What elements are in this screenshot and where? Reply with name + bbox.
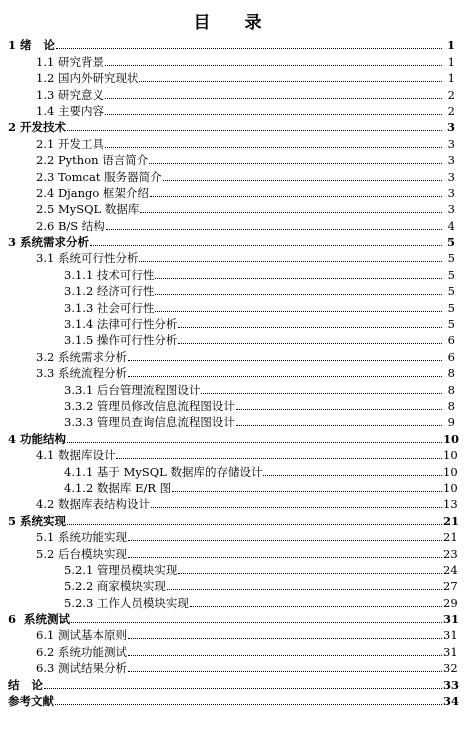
toc-entry-page-number: 4 xyxy=(447,218,455,233)
toc-entry-label: 2.1 开发工具 xyxy=(36,136,104,151)
toc-entry-label: 4.2 数据库表结构设计 xyxy=(36,497,150,512)
toc-entry-label: 2.5 MySQL 数据库 xyxy=(36,202,140,217)
toc-entry-label: 4 功能结构 xyxy=(8,431,67,446)
toc-entry[interactable] xyxy=(0,315,469,331)
toc-entry-label: 5.2.1 管理员模块实现 xyxy=(64,562,178,577)
toc-entry-label: 3.3.3 管理员查询信息流程图设计 xyxy=(64,415,235,430)
dot-leader xyxy=(56,48,442,49)
toc-entry-page-number: 34 xyxy=(443,694,460,709)
toc-entry[interactable] xyxy=(0,479,469,495)
toc-entry[interactable] xyxy=(0,511,469,527)
toc-entry-page-number: 10 xyxy=(443,431,460,446)
toc-entry[interactable] xyxy=(0,265,469,281)
toc-entry-label: 4.1 数据库设计 xyxy=(36,448,116,463)
toc-entry-page-number: 29 xyxy=(443,595,458,610)
toc-entry[interactable] xyxy=(0,282,469,298)
dot-leader xyxy=(128,360,442,361)
toc-entry[interactable] xyxy=(0,397,469,413)
toc-entry[interactable] xyxy=(0,610,469,626)
toc-entry-label: 5.2.3 工作人员模块实现 xyxy=(64,595,189,610)
toc-entry[interactable] xyxy=(0,36,469,52)
dot-leader xyxy=(149,163,442,164)
toc-entry-page-number: 23 xyxy=(443,546,458,561)
toc-entry-page-number: 5 xyxy=(447,284,455,299)
toc-entry[interactable] xyxy=(0,528,469,544)
dot-leader xyxy=(128,655,442,656)
dot-leader xyxy=(236,409,442,410)
toc-entry[interactable] xyxy=(0,544,469,560)
toc-entry[interactable] xyxy=(0,118,469,134)
toc-entry-label: 5.2 后台模块实现 xyxy=(36,546,127,561)
toc-entry-page-number: 32 xyxy=(443,661,458,676)
toc-entry-label: 3.1.1 技术可行性 xyxy=(64,267,155,282)
dot-leader xyxy=(44,688,442,689)
toc-entry-label: 3.2 系统需求分析 xyxy=(36,349,127,364)
toc-entry-label: 3.1.3 社会可行性 xyxy=(64,300,155,315)
toc-entry-page-number: 2 xyxy=(447,103,455,118)
dot-leader xyxy=(139,261,442,262)
toc-entry-label: 3.1 系统可行性分析 xyxy=(36,251,139,266)
toc-entry-page-number: 3 xyxy=(447,202,455,217)
toc-entry-label: 1.3 研究意义 xyxy=(36,87,104,102)
dot-leader xyxy=(90,245,442,246)
dot-leader xyxy=(67,442,442,443)
dot-leader xyxy=(163,180,442,181)
toc-entry-page-number: 10 xyxy=(443,464,458,479)
toc-entry-label: 2.2 Python 语言简介 xyxy=(36,153,149,168)
toc-entry[interactable] xyxy=(0,675,469,691)
toc-entry-page-number: 1 xyxy=(446,38,455,53)
dot-leader xyxy=(67,130,442,131)
toc-entry-label: 2.4 Django 框架介绍 xyxy=(36,185,149,200)
dot-leader xyxy=(105,98,442,99)
toc-entry[interactable] xyxy=(0,216,469,232)
toc-entry-label: 结 论 xyxy=(8,677,44,692)
toc-entry-label: 5.2.2 商家模块实现 xyxy=(64,579,166,594)
toc-entry-label: 2 开发技术 xyxy=(8,120,67,135)
toc-entry-label: 3.1.5 操作可行性分析 xyxy=(64,333,178,348)
toc-entry-page-number: 21 xyxy=(443,513,460,528)
toc-entry[interactable] xyxy=(0,626,469,642)
toc-entry-label: 5.1 系统功能实现 xyxy=(36,530,127,545)
dot-leader xyxy=(167,589,442,590)
toc-entry-page-number: 3 xyxy=(447,185,455,200)
dot-leader xyxy=(151,507,442,508)
toc-entry[interactable] xyxy=(0,85,469,101)
toc-entry[interactable] xyxy=(0,233,469,249)
toc-entry[interactable] xyxy=(0,495,469,511)
toc-entry[interactable] xyxy=(0,380,469,396)
toc-entry-page-number: 8 xyxy=(447,382,455,397)
toc-entry-page-number: 3 xyxy=(447,153,455,168)
toc-entry-label: 1 绪 论 xyxy=(8,38,56,53)
toc-entry-label: 3 系统需求分析 xyxy=(8,235,90,250)
toc-entry-page-number: 3 xyxy=(446,120,455,135)
toc-entry-page-number: 6 xyxy=(447,349,455,364)
toc-entry-label: 4.1.2 数据库 E/R 图 xyxy=(64,480,172,495)
toc-entry-label: 5 系统实现 xyxy=(8,513,67,528)
toc-entry-label: 3.3 系统流程分析 xyxy=(36,366,127,381)
toc-entry-page-number: 33 xyxy=(443,677,460,692)
toc-entry[interactable] xyxy=(0,659,469,675)
toc-entry-label: 2.3 Tomcat 服务器简介 xyxy=(36,169,162,184)
toc-entry[interactable] xyxy=(0,593,469,609)
toc-entry[interactable] xyxy=(0,642,469,658)
toc-entry-label: 1.4 主要内容 xyxy=(36,103,104,118)
toc-entry-page-number: 3 xyxy=(447,136,455,151)
toc-entry-label: 3.3.1 后台管理流程图设计 xyxy=(64,382,201,397)
dot-leader xyxy=(128,376,442,377)
toc-entry[interactable] xyxy=(0,577,469,593)
dot-leader xyxy=(150,196,442,197)
toc-entry-page-number: 10 xyxy=(443,448,458,463)
toc-entry[interactable] xyxy=(0,462,469,478)
toc-entry[interactable] xyxy=(0,429,469,445)
toc-entry[interactable] xyxy=(0,151,469,167)
toc-title: 目 录 xyxy=(193,13,276,33)
dot-leader xyxy=(155,278,442,279)
toc-entry[interactable] xyxy=(0,446,469,462)
toc-entry-page-number: 9 xyxy=(447,415,455,430)
dot-leader xyxy=(139,81,442,82)
dot-leader xyxy=(178,343,442,344)
dot-leader xyxy=(201,393,442,394)
toc-entry-label: 参考文献 xyxy=(8,694,54,709)
dot-leader xyxy=(105,65,442,66)
toc-entry[interactable] xyxy=(0,561,469,577)
toc-entry[interactable] xyxy=(0,347,469,363)
dot-leader xyxy=(128,557,442,558)
toc-entry-label: 4.1.1 基于 MySQL 数据库的存储设计 xyxy=(64,464,263,479)
toc-entry-label: 1.2 国内外研究现状 xyxy=(36,71,139,86)
dot-leader xyxy=(116,458,442,459)
toc-entry[interactable] xyxy=(0,249,469,265)
toc-entry-label: 6.3 测试结果分析 xyxy=(36,661,127,676)
toc-entry-label: 6.2 系统功能测试 xyxy=(36,644,127,659)
dot-leader xyxy=(67,524,442,525)
toc-entry[interactable] xyxy=(0,200,469,216)
toc-entry-label: 1.1 研究背景 xyxy=(36,54,104,69)
dot-leader xyxy=(178,327,442,328)
toc-entry[interactable] xyxy=(0,52,469,68)
toc-entry-page-number: 8 xyxy=(447,398,455,413)
toc-entry[interactable] xyxy=(0,69,469,85)
dot-leader xyxy=(128,638,442,639)
toc-entry[interactable] xyxy=(0,364,469,380)
toc-entry[interactable] xyxy=(0,331,469,347)
toc-entry-label: 6 系统测试 xyxy=(8,612,71,627)
toc-entry[interactable] xyxy=(0,102,469,118)
toc-entry[interactable] xyxy=(0,298,469,314)
toc-entry-page-number: 6 xyxy=(447,333,455,348)
toc-entry[interactable] xyxy=(0,184,469,200)
toc-entry-page-number: 5 xyxy=(447,251,455,266)
dot-leader xyxy=(105,147,442,148)
dot-leader xyxy=(71,622,442,623)
toc-entry-label: 3.1.4 法律可行性分析 xyxy=(64,317,178,332)
toc-entry-page-number: 31 xyxy=(443,612,460,627)
toc-entry-page-number: 1 xyxy=(447,54,455,69)
dot-leader xyxy=(155,294,442,295)
toc-entry-page-number: 21 xyxy=(443,530,458,545)
toc-entry[interactable] xyxy=(0,167,469,183)
toc-entry[interactable] xyxy=(0,413,469,429)
dot-leader xyxy=(172,491,442,492)
toc-entry[interactable] xyxy=(0,134,469,150)
toc-entry[interactable] xyxy=(0,692,469,708)
dot-leader xyxy=(155,311,442,312)
dot-leader xyxy=(128,540,442,541)
toc-entry-page-number: 8 xyxy=(447,366,455,381)
dot-leader xyxy=(55,704,442,705)
table-of-contents xyxy=(0,36,469,708)
dot-leader xyxy=(236,425,442,426)
toc-entry-label: 2.6 B/S 结构 xyxy=(36,218,105,233)
toc-entry-label: 3.1.2 经济可行性 xyxy=(64,284,155,299)
dot-leader xyxy=(105,114,442,115)
toc-entry-page-number: 10 xyxy=(443,480,458,495)
dot-leader xyxy=(190,606,442,607)
dot-leader xyxy=(178,573,442,574)
toc-entry-label: 3.3.2 管理员修改信息流程图设计 xyxy=(64,398,235,413)
toc-entry-page-number: 27 xyxy=(443,579,458,594)
toc-entry-page-number: 24 xyxy=(443,562,458,577)
dot-leader xyxy=(128,671,442,672)
toc-entry-label: 6.1 测试基本原则 xyxy=(36,628,127,643)
toc-entry-page-number: 13 xyxy=(443,497,458,512)
dot-leader xyxy=(106,229,442,230)
dot-leader xyxy=(263,475,442,476)
dot-leader xyxy=(140,212,442,213)
toc-entry-page-number: 3 xyxy=(447,169,455,184)
toc-entry-page-number: 5 xyxy=(447,267,455,282)
toc-entry-page-number: 1 xyxy=(447,71,455,86)
toc-entry-page-number: 31 xyxy=(443,628,458,643)
toc-entry-page-number: 5 xyxy=(446,235,455,250)
toc-entry-page-number: 5 xyxy=(447,317,455,332)
toc-entry-page-number: 5 xyxy=(447,300,455,315)
toc-entry-page-number: 31 xyxy=(443,644,458,659)
toc-entry-page-number: 2 xyxy=(447,87,455,102)
